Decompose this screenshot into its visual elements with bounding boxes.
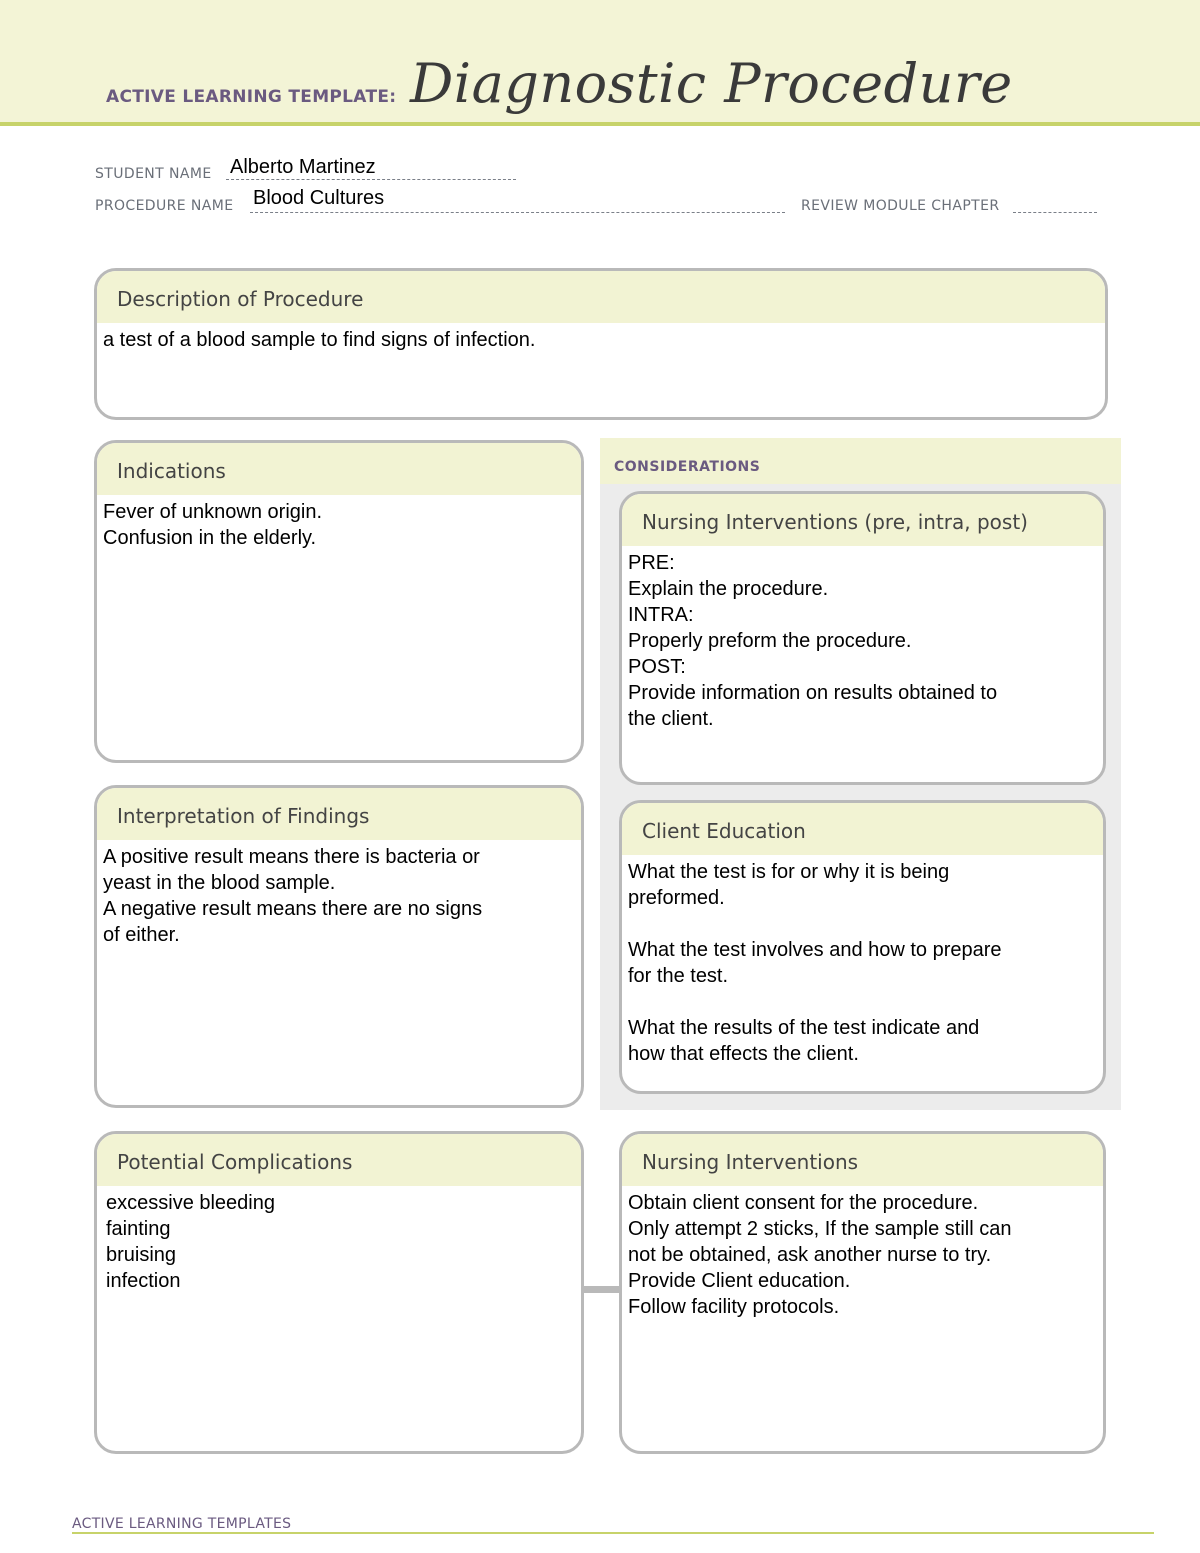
complications-body[interactable]: excessive bleeding fainting bruising infection <box>106 1192 275 1292</box>
interpretation-card <box>94 785 584 1108</box>
footer-label: ACTIVE LEARNING TEMPLATES <box>72 1516 292 1532</box>
nursing-pip-title: Nursing Interventions (pre, intra, post) <box>622 494 1103 546</box>
header-rule <box>0 122 1200 126</box>
client-education-body[interactable]: What the test is for or why it is being preformed. What the test involves and how to prepare for the test. What the results of the test indicate and how that effects the client. <box>628 861 1002 1065</box>
complications-title: Potential Complications <box>97 1134 581 1186</box>
indications-body[interactable]: Fever of unknown origin. Confusion in the elderly. <box>103 501 323 549</box>
nursing-interventions-body[interactable]: Obtain client consent for the procedure. Only attempt 2 sticks, If the sample still can not be obtained, ask another nurse to try. Provide Client education. Follow facility protocols. <box>628 1192 1012 1318</box>
client-education-card <box>619 800 1106 1094</box>
card-connector <box>583 1286 620 1293</box>
procedure-name-line <box>250 212 785 213</box>
student-name-label: STUDENT NAME <box>95 166 212 182</box>
description-title: Description of Procedure <box>97 271 1105 323</box>
nursing-pip-card <box>619 491 1106 785</box>
template-label: ACTIVE LEARNING TEMPLATE: <box>106 87 397 107</box>
indications-card <box>94 440 584 763</box>
review-module-line <box>1013 212 1097 213</box>
student-name-line <box>226 179 516 180</box>
nursing-interventions-title: Nursing Interventions <box>622 1134 1103 1186</box>
complications-card <box>94 1131 584 1454</box>
interpretation-title: Interpretation of Findings <box>97 788 581 840</box>
student-name-field[interactable]: Alberto Martinez <box>230 156 376 178</box>
review-module-label: REVIEW MODULE CHAPTER <box>801 198 1000 214</box>
description-card <box>94 268 1108 420</box>
nursing-interventions-card <box>619 1131 1106 1454</box>
considerations-label: CONSIDERATIONS <box>614 459 761 475</box>
procedure-name-field[interactable]: Blood Cultures <box>253 187 385 209</box>
interpretation-body[interactable]: A positive result means there is bacteria or yeast in the blood sample. A negative result means there are no signs of either. <box>103 846 483 946</box>
description-body[interactable]: a test of a blood sample to find signs of infection. <box>103 329 536 351</box>
page-title: Diagnostic Procedure <box>410 52 1013 115</box>
client-education-title: Client Education <box>622 803 1103 855</box>
indications-title: Indications <box>97 443 581 495</box>
footer-rule <box>72 1532 1154 1534</box>
nursing-pip-body[interactable]: PRE: Explain the procedure. INTRA: Properly preform the procedure. POST: Provide information on results obtained to the client. <box>628 552 998 730</box>
procedure-name-label: PROCEDURE NAME <box>95 198 234 214</box>
